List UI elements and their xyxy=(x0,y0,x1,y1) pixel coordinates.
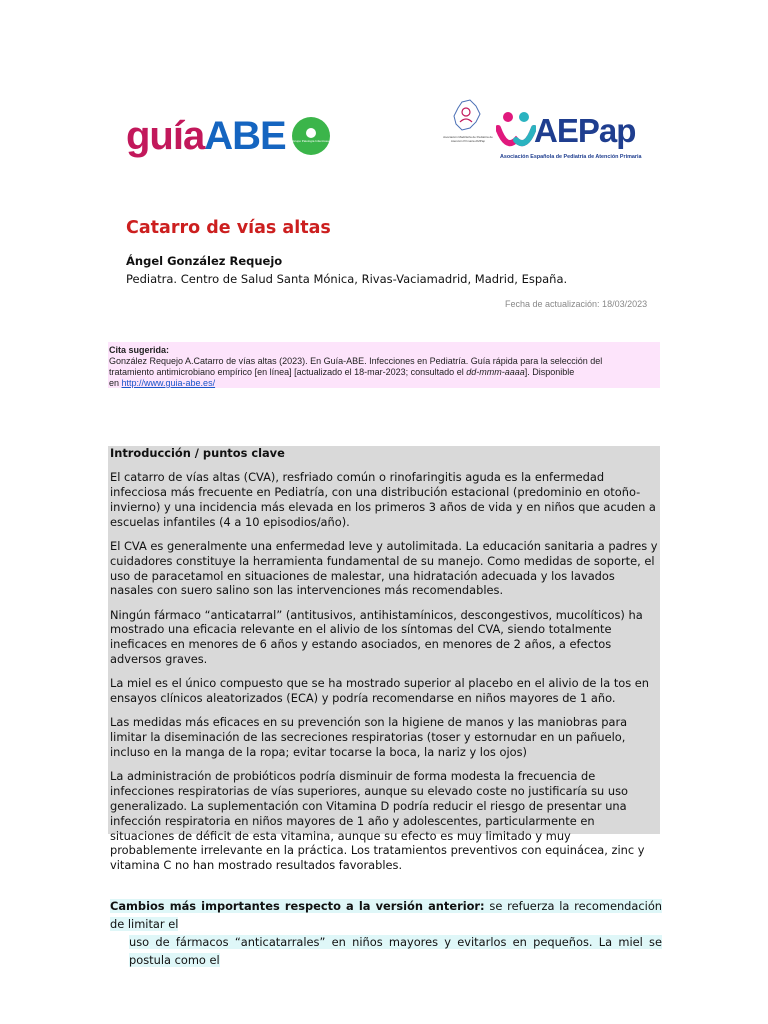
guia-abe-wordmark xyxy=(126,116,286,156)
ampap-map-icon xyxy=(440,98,496,138)
key-points-box xyxy=(108,446,660,873)
guia-abe-logo xyxy=(126,112,330,160)
author-name: Ángel González Requejo xyxy=(126,254,283,268)
citation-line-2 xyxy=(109,367,660,378)
badge-person-icon xyxy=(306,128,316,138)
guia-badge-text: Grupo Patología Infecciosa xyxy=(292,139,329,144)
guia-logo-part2: ABE xyxy=(204,114,286,158)
citation-date-placeholder: dd-mmm-aaaa xyxy=(466,367,525,377)
citation-link[interactable]: http://www.guia-abe.es/ xyxy=(121,378,216,388)
aepap-wordmark: AEPap xyxy=(534,112,636,149)
citation-line-2a: tratamiento antimicrobiano empírico [en línea] [actualizado el 18-mar-2023; consultado el xyxy=(109,367,467,377)
document-title: Catarro de vías altas xyxy=(126,218,331,238)
aepap-figure-icon xyxy=(496,110,536,150)
ampap-logo xyxy=(440,98,496,154)
changes-section: Cambios más importantes respecto a la versión anterior: se refuerza la recomendación de limitar el uso de fármacos “anticatarrales” en niños mayores y evitarlos en pequeños. La miel se postula como el xyxy=(110,899,663,967)
author-affiliation: Pediatra. Centro de Salud Santa Mónica, Rivas-Vaciamadrid, Madrid, España. xyxy=(126,272,568,286)
ampap-caption: Asociación Madrileña de Pediatría de Atención Primaria AMPap xyxy=(443,135,493,143)
guia-badge-icon xyxy=(292,117,330,155)
citation-line-3 xyxy=(109,378,660,389)
suggested-citation-box xyxy=(108,342,660,388)
key-point-paragraph: La administración de probióticos podría disminuir de forma modesta la frecuencia de infecciones respiratorias de vías superiores, aunque su elevado coste no justificaría su uso generalizado. La suplementación con Vitamina D podría reducir el riesgo de presentar una infección respiratoria en niños mayores de 1 año y adolescentes, particularmente en situaciones de déficit de esta vitamina, aunque su efecto es muy limitado y muy probablemente irrelevante en la práctica. Los tratamientos preventivos con equinácea, zinc y vitamina C no han mostrado resultados favorables. xyxy=(110,769,645,873)
key-points-heading: Introducción / puntos clave xyxy=(110,446,285,460)
aepap-subtitle: Asociación Española de Pediatría de Atención Primaria xyxy=(500,154,642,160)
changes-line-2: uso de fármacos “anticatarrales” en niños mayores y evitarlos en pequeños. La miel se postula como el xyxy=(129,935,662,967)
guia-logo-part1: guía xyxy=(126,114,205,158)
citation-label: Cita sugerida: xyxy=(109,345,170,355)
changes-line-1: se refuerza la recomendación de limitar el xyxy=(110,899,663,931)
citation-line-1: González Requejo A.Catarro de vías altas (2023). En Guía-ABE. Infecciones en Pediatría. Guía rápida para la selección del xyxy=(109,356,603,366)
key-point-paragraph: Ningún fármaco “anticatarral” (antitusivos, antihistamínicos, descongestivos, mucolíticos) ha mostrado una eficacia relevante en el alivio de los síntomas del CVA, siendo totalmente ineficaces en menores de 6 años y estando asociados, en menores de 2 años, a efectos adversos graves. xyxy=(110,607,643,667)
key-point-paragraph: El CVA es generalmente una enfermedad leve y autolimitada. La educación sanitaria a padres y cuidadores constituye la herramienta fundamental de su manejo. Como medidas de soporte, el uso de paracetamol en situaciones de malestar, una hidratación adecuada y los lavados nasales con suero salino son las intervenciones más recomendables. xyxy=(110,538,658,598)
key-point-paragraph: El catarro de vías altas (CVA), resfriado común o rinofaringitis aguda es la enfermedad infecciosa más frecuente en Pediatría, con una distribución estacional (predominio en otoño-invierno) y una incidencia más elevada en los primeros 3 años de vida y en niños que acuden a escuelas infantiles (4 a 10 episodios/año). xyxy=(110,470,656,529)
citation-line-2b: ]. Disponible xyxy=(524,367,575,377)
key-point-paragraph: La miel es el único compuesto que se ha mostrado superior al placebo en el alivio de la tos en ensayos clínicos aleatorizados (ECA) y podría recomendarse en niños mayores de 1 año. xyxy=(110,676,650,706)
citation-prefix: en xyxy=(109,378,122,388)
changes-label: Cambios más importantes respecto a la versión anterior xyxy=(110,899,481,913)
update-date: Fecha de actualización: 18/03/2023 xyxy=(505,299,648,309)
key-point-paragraph: Las medidas más eficaces en su prevención son la higiene de manos y las maniobras para limitar la diseminación de las secreciones respiratorias (toser y estornudar en un pañuelo, incluso en la manga de la ropa; evitar tocarse la boca, la nariz y los ojos) xyxy=(110,715,628,760)
